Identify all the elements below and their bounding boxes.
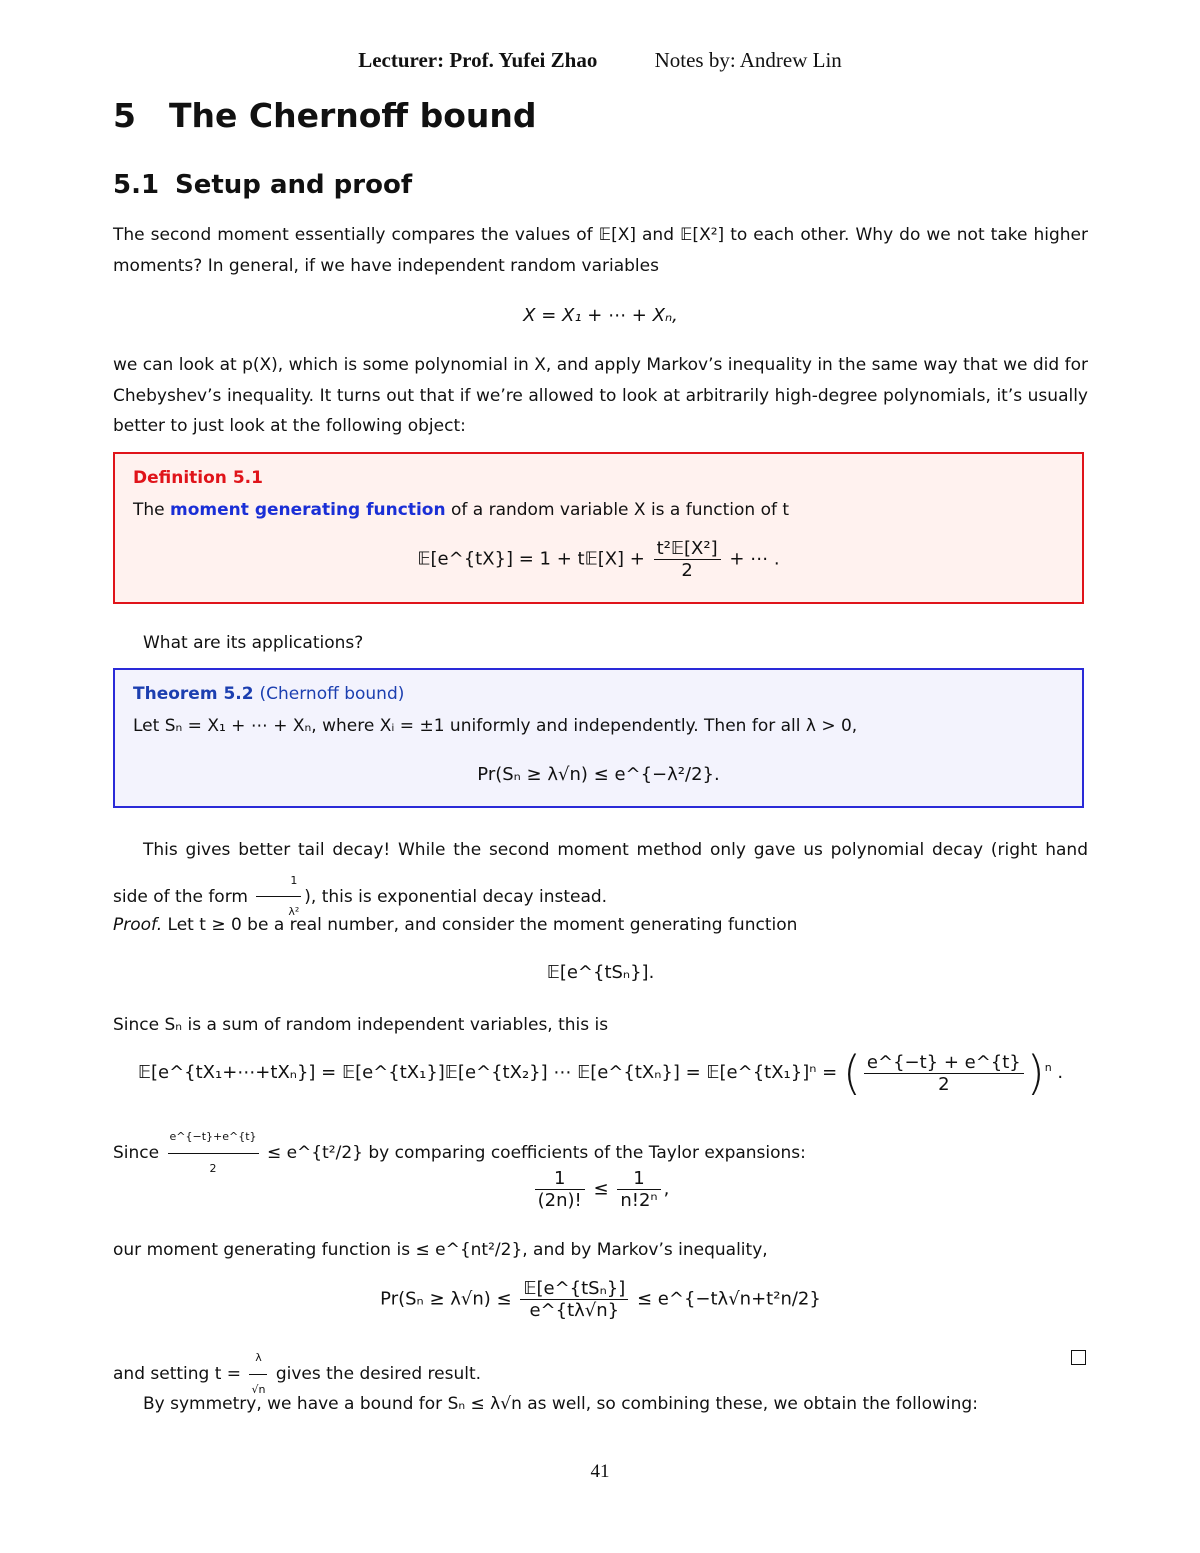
proof-equation-2: 𝔼[e^{tX₁+⋯+tXₙ}] = 𝔼[e^{tX₁}]𝔼[e^{tX₂}] ⋯ 𝔼[e^{tXₙ}] = 𝔼[e^{tX₁}]ⁿ = ( $\frac{e\^{}\{-t\} + e\^{}\{t\}}{2}$ )$^n$ .: [137, 1046, 1064, 1100]
qed-square-icon: [1071, 1350, 1086, 1365]
right-paren: ): [1026, 1046, 1045, 1100]
header-lecturer: Lecturer: Prof. Yufei Zhao: [358, 48, 598, 72]
closing-paragraph: By symmetry, we have a bound for Sₙ ≤ λ√n as well, so combining these, we obtain the following:: [143, 1394, 978, 1414]
theorem-title: Theorem 5.2: [133, 684, 254, 704]
running-header: [0, 48, 1200, 73]
definition-eq-numerator: t²𝔼[X²]: [654, 538, 721, 560]
after-theorem-text: This gives better tail decay! While the second moment method only gave us polynomial decay (right hand side of the form: [113, 840, 1088, 907]
proof-eq2-fraction: [864, 1052, 1024, 1095]
proof-eq3-right-num: 1: [617, 1168, 660, 1190]
proof-p5-end: gives the desired result.: [275, 1364, 482, 1384]
after-theorem-frac-den: λ²: [288, 905, 300, 918]
theorem-heading: [133, 684, 404, 704]
proof-eq2-numerator: e^{−t} + e^{t}: [864, 1052, 1024, 1074]
after-theorem-text-end: ), this is exponential decay instead.: [304, 886, 608, 907]
section-heading: [113, 96, 537, 135]
left-paren: (: [842, 1046, 861, 1100]
proof-eq4-numerator: 𝔼[e^{tSₙ}]: [520, 1278, 628, 1300]
definition-eq-fraction: [654, 538, 721, 581]
definition-equation: [115, 538, 1082, 581]
proof-equation-1: 𝔼[e^{tSₙ}].: [546, 962, 655, 983]
definition-box: [113, 452, 1084, 604]
proof-equation-3: [113, 1168, 1088, 1211]
theorem-text: Let Sₙ = X₁ + ⋯ + Xₙ, where Xᵢ = ±1 uniformly and independently. Then for all λ > 0,: [133, 716, 858, 736]
proof-paragraph-1: [113, 910, 1088, 941]
header-notes: Notes by: Andrew Lin: [654, 48, 842, 72]
question-text: What are its applications?: [143, 633, 364, 653]
proof-eq3-relation: ≤: [593, 1178, 609, 1200]
proof-eq4-left: Pr(Sₙ ≥ λ√n) ≤: [380, 1288, 512, 1310]
section-number: 5: [113, 96, 136, 135]
proof-eq3-right-den: n!2ⁿ: [620, 1190, 658, 1211]
proof-eq3-right-fraction: [617, 1168, 660, 1211]
proof-eq4-right: ≤ e^{−tλ√n+t²n/2}: [637, 1288, 821, 1310]
intro-paragraph-2: we can look at p(X), which is some polynomial in X, and apply Markov’s inequality in the same way that we did for Chebyshev’s inequality. It turns out that if we’re allowed to look at arbitrarily high-degree polynomials, it’s usually better to just look at the following object:: [113, 355, 1088, 436]
proof-eq4-denominator: e^{tλ√n}: [529, 1300, 620, 1321]
proof-eq2-power: n: [1044, 1061, 1052, 1074]
proof-label: Proof.: [113, 915, 163, 935]
intro-paragraph-1: The second moment essentially compares the values of 𝔼[X] and 𝔼[X²] to each other. Why do we not take higher moments? In general, if we have independent random variables: [113, 225, 1088, 276]
subsection-title: Setup and proof: [175, 170, 413, 200]
definition-eq-denominator: 2: [681, 560, 693, 581]
proof-p5-num: λ: [249, 1343, 267, 1375]
after-theorem-frac-num: 1: [256, 866, 301, 898]
intro-equation: X = X₁ + ⋯ + Xₙ,: [523, 305, 678, 326]
proof-p5-start: and setting t =: [113, 1364, 242, 1384]
proof-equation-4: [113, 1278, 1088, 1321]
theorem-box: [113, 668, 1084, 808]
proof-text-1: Let t ≥ 0 be a real number, and consider the moment generating function: [167, 915, 798, 935]
definition-text-before: The: [133, 500, 165, 520]
proof-p3-end: ≤ e^{t²/2} by comparing coefficients of the Taylor expansions:: [266, 1143, 806, 1163]
definition-eq-right: + ⋯ .: [729, 548, 780, 570]
proof-p3-den: 2: [209, 1161, 217, 1175]
proof-p3-num: e^{−t}+e^{t}: [168, 1122, 259, 1154]
proof-eq2-denominator: 2: [938, 1073, 950, 1095]
definition-text: [133, 500, 789, 520]
subsection-number: 5.1: [113, 170, 160, 200]
proof-eq3-left-den: (2n)!: [537, 1190, 582, 1211]
proof-p3-start: Since: [113, 1143, 160, 1163]
definition-term: moment generating function: [170, 500, 446, 520]
proof-p5-den: √n: [251, 1382, 266, 1396]
definition-text-after: of a random variable X is a function of t: [450, 500, 790, 520]
theorem-equation: Pr(Sₙ ≥ λ√n) ≤ e^{−λ²/2}.: [477, 764, 720, 785]
proof-paragraph-2: Since Sₙ is a sum of random independent variables, this is: [113, 1015, 609, 1035]
definition-title: Definition 5.1: [133, 468, 263, 488]
definition-eq-left: 𝔼[e^{tX}] = 1 + t𝔼[X] +: [417, 548, 645, 570]
proof-eq3-end: ,: [663, 1178, 670, 1200]
proof-eq4-fraction: [520, 1278, 628, 1321]
proof-eq2-left: 𝔼[e^{tX₁+⋯+tXₙ}] = 𝔼[e^{tX₁}]𝔼[e^{tX₂}] ⋯ 𝔼[e^{tXₙ}] = 𝔼[e^{tX₁}]ⁿ =: [137, 1062, 838, 1083]
proof-eq3-left-num: 1: [535, 1168, 585, 1190]
proof-eq3-left-fraction: [535, 1168, 585, 1211]
subsection-heading: [113, 170, 412, 200]
section-title: The Chernoff bound: [169, 96, 537, 135]
page-number: 41: [590, 1461, 610, 1482]
proof-paragraph-4: our moment generating function is ≤ e^{nt²/2}, and by Markov’s inequality,: [113, 1240, 768, 1260]
theorem-subtitle: (Chernoff bound): [259, 684, 405, 704]
